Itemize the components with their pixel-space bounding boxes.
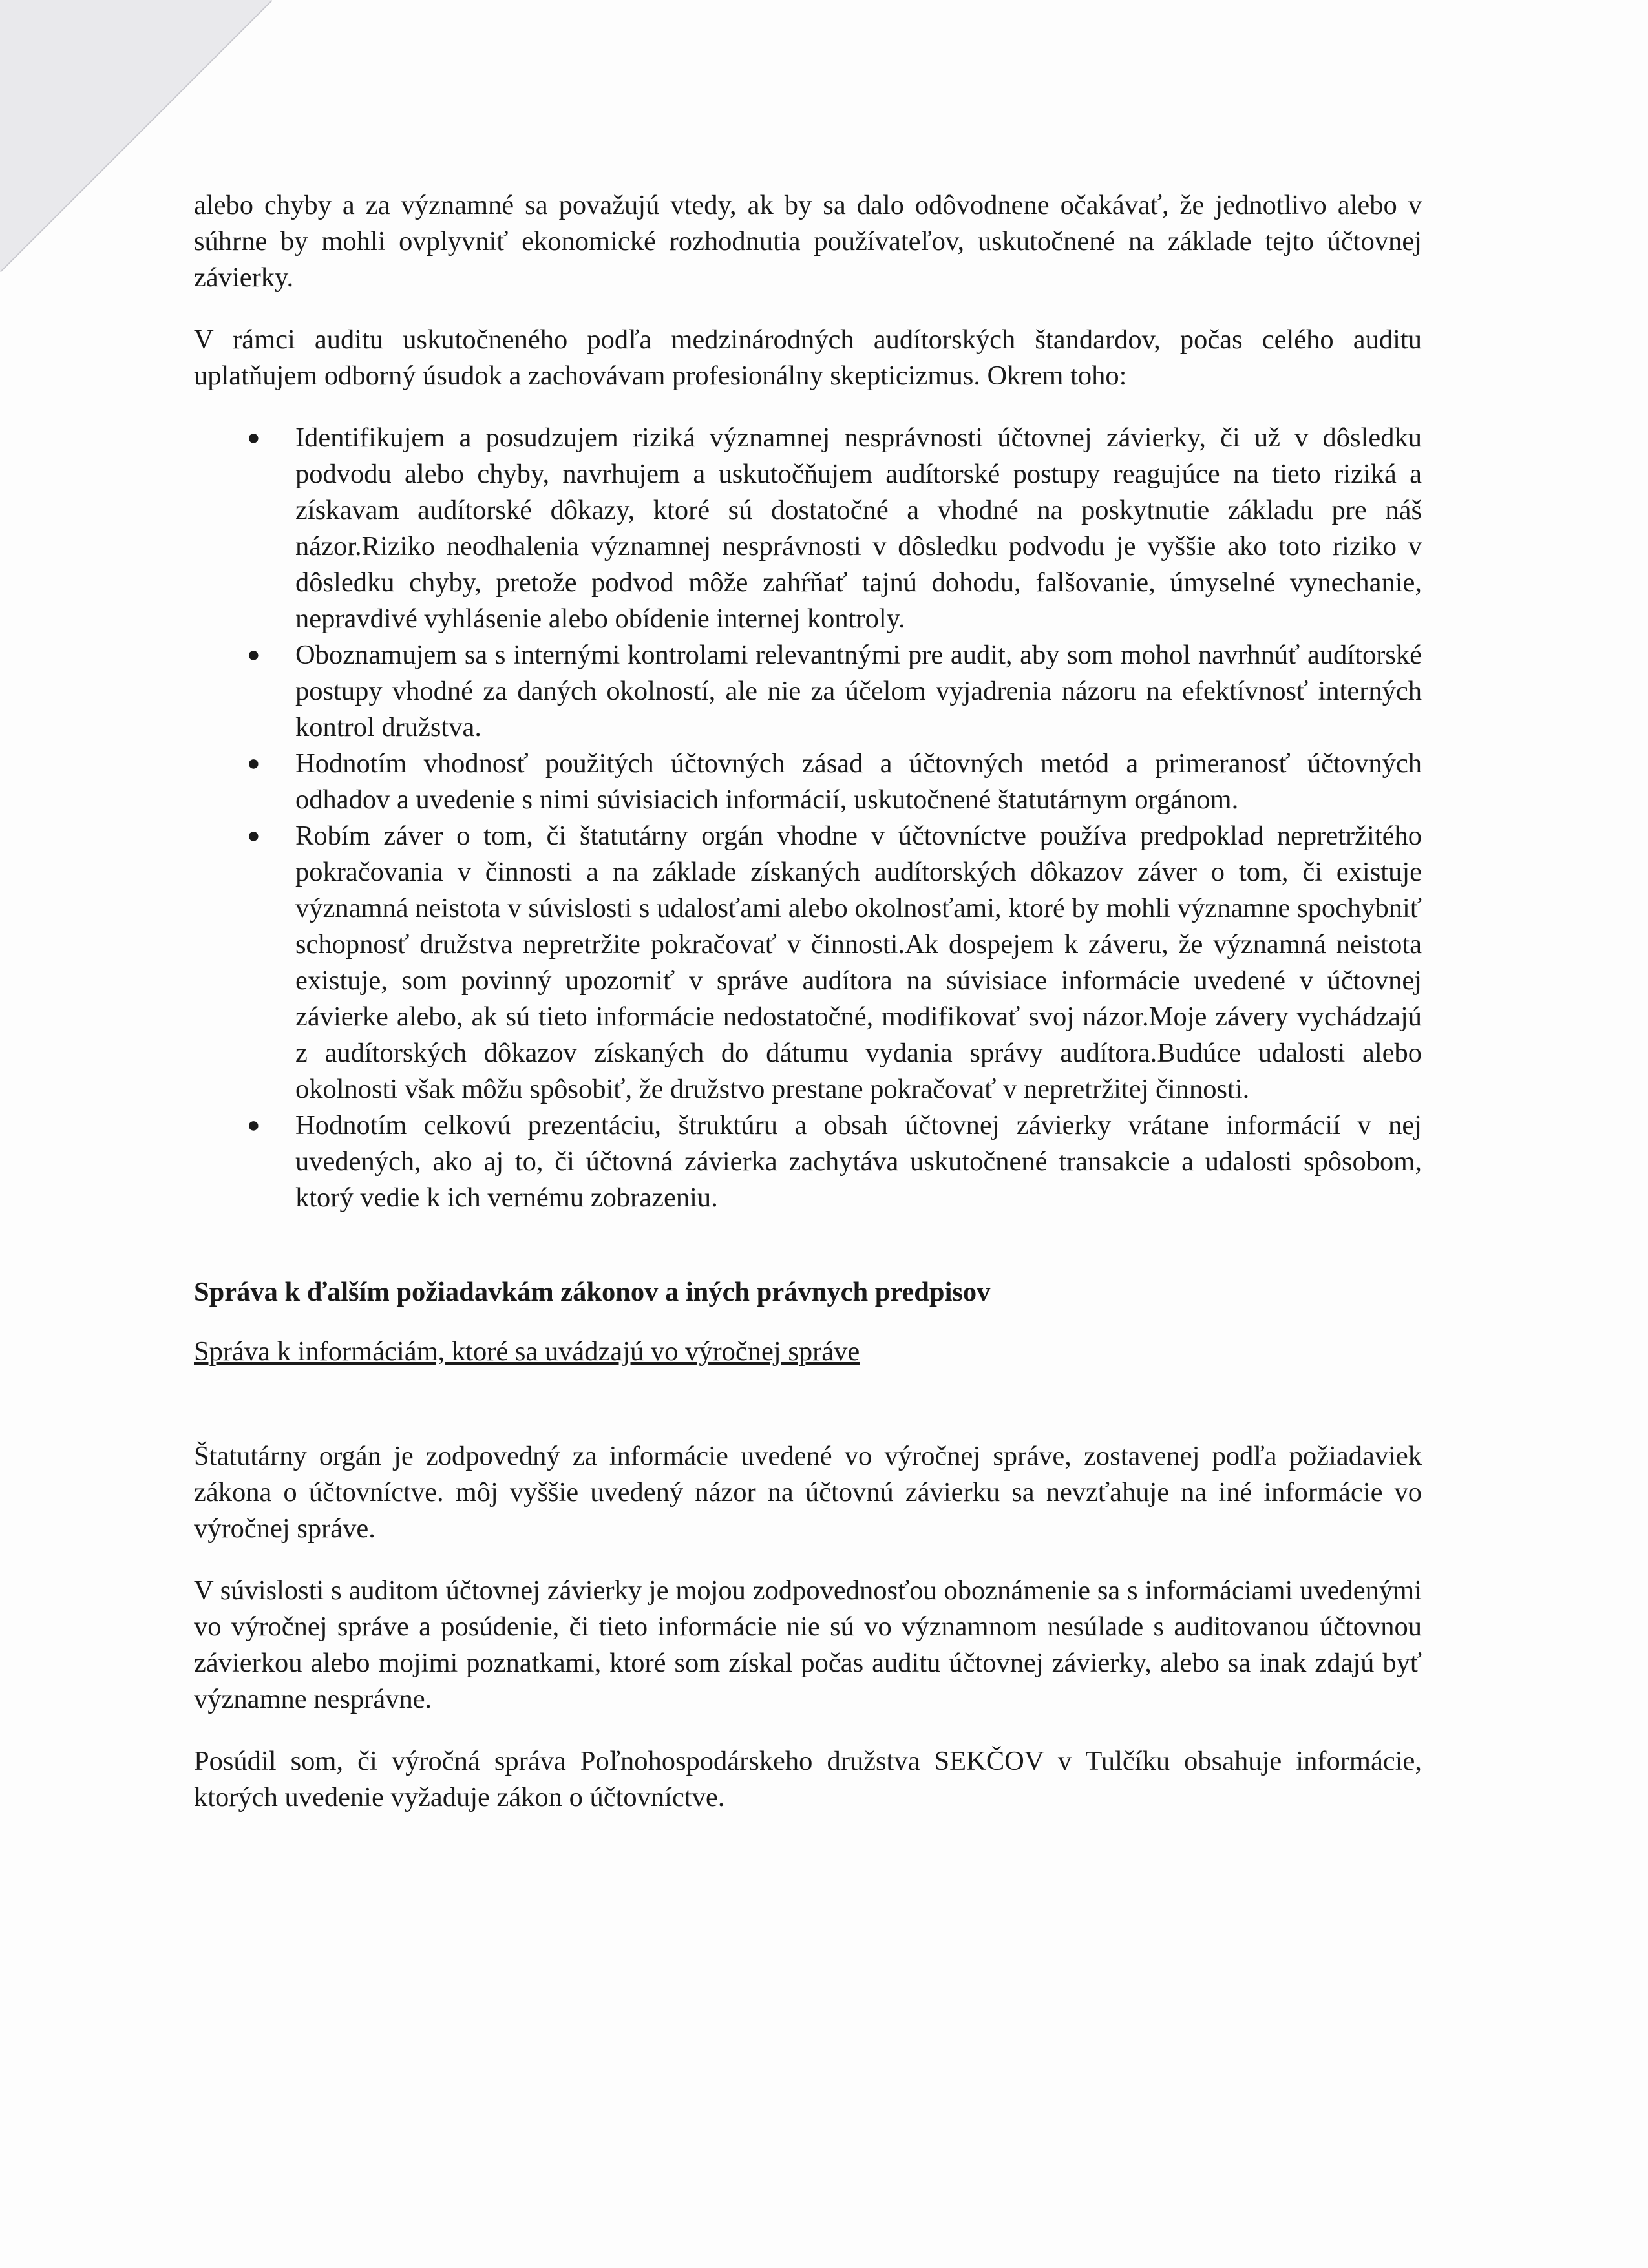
section-heading: Správa k ďalším požiadavkám zákonov a iných právnych predpisov (194, 1277, 991, 1307)
audit-procedures-list (194, 420, 1422, 1216)
list-item (194, 637, 1422, 746)
bullet-dot: ● (247, 824, 260, 848)
bullet-dot: ● (247, 751, 260, 775)
list-item-text: Hodnotím celkovú prezentáciu, štruktúru a obsah účtovnej závierky vrátane informácií v nej uvedených, ako aj to, či účtovná závierka zachytáva uskutočnené transakcie a udalosti spôsobom, ktorý vedie k ich vernému zobrazeniu. (295, 1110, 1422, 1213)
list-item-text: Robím záver o tom, či štatutárny orgán vhodne v účtovníctve používa predpoklad nepretržitého pokračovania v činnosti a na základe získaných audítorských dôkazov záver o tom, či existuje významná neistota v súvislosti s udalosťami alebo okolnosťami, ktoré by mohli významne spochybniť schopnosť družstva nepretržite pokračovať v činnosti.Ak dospejem k záveru, že významná neistota existuje, som povinný upozorniť v správe audítora na súvisiace informácie uvedené v účtovnej závierke alebo, ak sú tieto informácie nedostatočné, modifikovať svoj názor.Moje závery vychádzajú z audítorských dôkazov získaných do dátumu vydania správy audítora.Budúce udalosti alebo okolnosti však môžu spôsobiť, že družstvo prestane pokračovať v nepretržitej činnosti. (295, 821, 1422, 1104)
bullet-dot: ● (247, 1113, 260, 1137)
intro-paragraph: alebo chyby a za významné sa považujú vtedy, ak by sa dalo odôvodnene očakávať, že jednotlivo alebo v súhrne by mohli ovplyvniť ekonomické rozhodnutia používateľov, uskutočnené na základe tejto účtovnej závierky. (194, 190, 1422, 293)
responsibility-paragraph: V súvislosti s auditom účtovnej závierky je mojou zodpovednosťou oboznámenie sa s informáciami uvedenými vo výročnej správe a posúdenie, či tieto informácie nie sú vo významnom nesúlade s auditovanou účtovnou závierkou alebo mojimi poznatkami, ktoré som získal počas auditu účtovnej závierky, alebo sa inak zdajú byť významne nesprávne. (194, 1575, 1422, 1714)
list-item (194, 818, 1422, 1108)
document-page (194, 187, 1422, 1816)
statutory-body-paragraph: Štatutárny orgán je zodpovedný za informácie uvedené vo výročnej správe, zostavenej podľa požiadaviek zákona o účtovníctve. môj vyššie uvedený názor na účtovnú závierku sa nevzťahuje na iné informácie vo výročnej správe. (194, 1441, 1422, 1544)
audit-paragraph: V rámci auditu uskutočneného podľa medzinárodných audítorských štandardov, počas celého auditu uplatňujem odborný úsudok a zachovávam profesionálny skepticizmus. Okrem toho: (194, 324, 1422, 391)
list-item (194, 420, 1422, 637)
assessment-paragraph: Posúdil som, či výročná správa Poľnohospodárskeho družstva SEKČOV v Tulčíku obsahuje informácie, ktorých uvedenie vyžaduje zákon o účtovníctve. (194, 1746, 1422, 1812)
subsection-heading: Správa k informáciám, ktoré sa uvádzajú vo výročnej správe (194, 1336, 860, 1367)
list-item (194, 746, 1422, 818)
bullet-dot: ● (247, 426, 260, 450)
list-item-text: Identifikujem a posudzujem riziká významnej nesprávnosti účtovnej závierky, či už v dôsledku podvodu alebo chyby, navrhujem a uskutočňujem audítorské postupy reagujúce na tieto riziká a získavam audítorské dôkazy, ktoré sú dostatočné a vhodné na poskytnutie základu pre náš názor.Riziko neodhalenia významnej nesprávnosti v dôsledku podvodu je vyššie ako toto riziko v dôsledku chyby, pretože podvod môže zahŕňať tajnú dohodu, falšovanie, úmyselné vynechanie, nepravdivé vyhlásenie alebo obídenie internej kontroly. (295, 423, 1422, 634)
list-item-text: Oboznamujem sa s internými kontrolami relevantnými pre audit, aby som mohol navrhnúť audítorské postupy vhodné za daných okolností, ale nie za účelom vyjadrenia názoru na efektívnosť interných kontrol družstva. (295, 640, 1422, 742)
list-item (194, 1108, 1422, 1216)
list-item-text: Hodnotím vhodnosť použitých účtovných zásad a účtovných metód a primeranosť účtovných odhadov a uvedenie s nimi súvisiacich informácií, uskutočnené štatutárnym orgánom. (295, 748, 1422, 815)
bullet-dot: ● (247, 643, 260, 667)
